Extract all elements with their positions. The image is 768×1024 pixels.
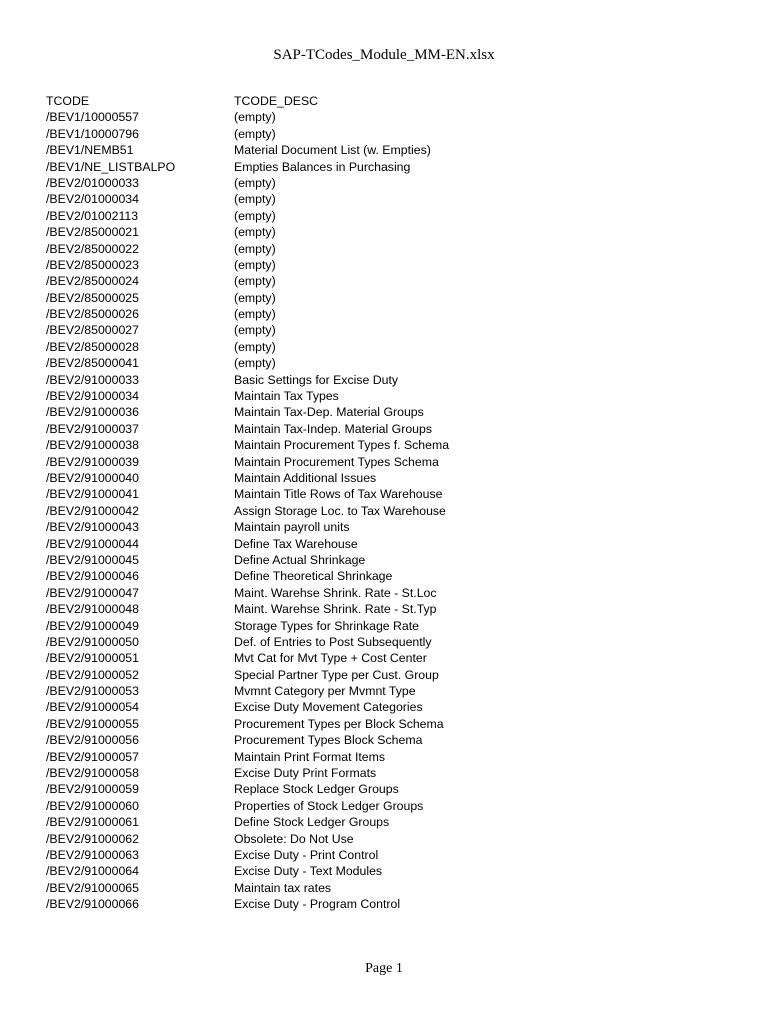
tcode-cell: /BEV1/10000557 (46, 110, 139, 125)
table-row (46, 781, 594, 797)
table-row (46, 847, 594, 863)
table-row (46, 814, 594, 830)
table-row (46, 486, 594, 502)
tcode-desc-cell: Excise Duty Print Formats (234, 766, 377, 781)
tcode-cell: /BEV2/91000047 (46, 585, 139, 600)
tcode-desc-cell: Maintain Print Format Items (234, 749, 386, 764)
tcode-cell: /BEV2/01000033 (46, 175, 139, 190)
table-row (46, 732, 594, 748)
tcode-cell: /BEV2/85000041 (46, 356, 139, 371)
table-row (46, 896, 594, 912)
tcode-desc-cell: (empty) (234, 126, 276, 141)
table-row (46, 683, 594, 699)
tcode-cell: /BEV2/91000052 (46, 667, 139, 682)
tcode-desc-cell: (empty) (234, 339, 276, 354)
tcode-desc-cell: (empty) (234, 225, 276, 240)
tcode-cell: /BEV2/85000022 (46, 241, 139, 256)
table-row (46, 126, 594, 142)
table-row (46, 552, 594, 568)
tcode-desc-cell: Excise Duty Movement Categories (234, 700, 423, 715)
tcode-cell: /BEV1/10000796 (46, 126, 139, 141)
column-header-tcode: TCODE (46, 94, 90, 108)
tcode-desc-cell: Material Document List (w. Empties) (234, 143, 431, 158)
tcode-desc-cell: (empty) (234, 274, 276, 289)
tcode-desc-cell: Assign Storage Loc. to Tax Warehouse (234, 503, 446, 518)
tcode-cell: /BEV2/91000039 (46, 454, 139, 469)
tcode-cell: /BEV2/91000054 (46, 700, 139, 715)
tcode-desc-cell: (empty) (234, 192, 276, 207)
tcode-desc-cell: Empties Balances in Purchasing (234, 159, 411, 174)
tcode-desc-cell: (empty) (234, 290, 276, 305)
table-row (46, 454, 594, 470)
table-row (46, 650, 594, 666)
tcode-desc-cell: Define Actual Shrinkage (234, 552, 366, 567)
table-row (46, 716, 594, 732)
tcode-cell: /BEV2/91000051 (46, 651, 139, 666)
tcode-cell: /BEV2/91000046 (46, 569, 139, 584)
tcode-cell: /BEV1/NEMB51 (46, 143, 134, 158)
tcode-cell: /BEV2/91000033 (46, 372, 139, 387)
tcode-desc-cell: Maint. Warehse Shrink. Rate - St.Typ (234, 602, 437, 617)
table-row (46, 257, 594, 273)
tcode-desc-cell: Maintain Tax-Dep. Material Groups (234, 405, 424, 420)
tcode-cell: /BEV2/91000065 (46, 880, 139, 895)
tcode-cell: /BEV2/91000044 (46, 536, 139, 551)
table-row (46, 585, 594, 601)
tcode-desc-cell: Maintain Procurement Types f. Schema (234, 438, 450, 453)
tcode-cell: /BEV2/01000034 (46, 192, 139, 207)
tcode-cell: /BEV2/91000064 (46, 864, 139, 879)
table-row (46, 159, 594, 175)
tcode-cell: /BEV2/91000056 (46, 733, 139, 748)
tcode-cell: /BEV2/85000026 (46, 307, 139, 322)
tcode-table (46, 93, 594, 913)
tcode-cell: /BEV2/91000045 (46, 552, 139, 567)
tcode-desc-cell: Maintain Procurement Types Schema (234, 454, 439, 469)
tcode-desc-cell: Excise Duty - Program Control (234, 897, 401, 912)
tcode-cell: /BEV2/91000063 (46, 847, 139, 862)
tcode-cell: /BEV2/85000021 (46, 225, 139, 240)
tcode-desc-cell: Mvmnt Category per Mvmnt Type (234, 684, 416, 699)
table-row (46, 568, 594, 584)
tcode-cell: /BEV1/NE_LISTBALPO (46, 159, 176, 174)
tcode-desc-cell: Replace Stock Ledger Groups (234, 782, 399, 797)
table-row (46, 863, 594, 879)
tcode-cell: /BEV2/91000034 (46, 389, 139, 404)
table-row (46, 749, 594, 765)
tcode-desc-cell: Define Stock Ledger Groups (234, 815, 390, 830)
tcode-cell: /BEV2/91000048 (46, 602, 139, 617)
tcode-desc-cell: Maintain tax rates (234, 880, 332, 895)
table-row (46, 290, 594, 306)
tcode-desc-cell: (empty) (234, 307, 276, 322)
table-row (46, 388, 594, 404)
tcode-desc-cell: Storage Types for Shrinkage Rate (234, 618, 420, 633)
tcode-desc-cell: Define Tax Warehouse (234, 536, 358, 551)
tcode-cell: /BEV2/91000053 (46, 684, 139, 699)
tcode-desc-cell: Maintain payroll units (234, 520, 350, 535)
tcode-cell: /BEV2/91000057 (46, 749, 139, 764)
table-row (46, 437, 594, 453)
document-title: SAP-TCodes_Module_MM-EN.xlsx (273, 47, 495, 63)
table-row (46, 470, 594, 486)
page-number: Page 1 (365, 961, 403, 976)
tcode-cell: /BEV2/91000059 (46, 782, 139, 797)
table-row (46, 372, 594, 388)
tcode-cell: /BEV2/91000037 (46, 421, 139, 436)
table-row (46, 421, 594, 437)
tcode-cell: /BEV2/01002113 (46, 208, 139, 223)
tcode-desc-cell: Mvt Cat for Mvt Type + Cost Center (234, 651, 427, 666)
tcode-desc-cell: Basic Settings for Excise Duty (234, 372, 399, 387)
tcode-desc-cell: (empty) (234, 356, 276, 371)
tcode-cell: /BEV2/85000027 (46, 323, 139, 338)
tcode-desc-cell: Excise Duty - Text Modules (234, 864, 383, 879)
tcode-desc-cell: Maintain Tax Types (234, 389, 339, 404)
table-row (46, 503, 594, 519)
table-row (46, 880, 594, 896)
tcode-cell: /BEV2/91000062 (46, 831, 139, 846)
table-row (46, 831, 594, 847)
table-row (46, 667, 594, 683)
tcode-desc-cell: Procurement Types Block Schema (234, 733, 423, 748)
tcode-desc-cell: (empty) (234, 241, 276, 256)
tcode-desc-cell: Maint. Warehse Shrink. Rate - St.Loc (234, 585, 437, 600)
table-header-row (46, 93, 594, 109)
tcode-desc-cell: (empty) (234, 110, 276, 125)
tcode-cell: /BEV2/91000055 (46, 716, 139, 731)
table-row (46, 618, 594, 634)
table-row (46, 224, 594, 240)
table-row (46, 355, 594, 371)
tcode-cell: /BEV2/91000060 (46, 798, 139, 813)
tcode-desc-cell: Excise Duty - Print Control (234, 847, 379, 862)
tcode-desc-cell: Define Theoretical Shrinkage (234, 569, 393, 584)
table-row (46, 142, 594, 158)
table-row (46, 191, 594, 207)
tcode-desc-cell: (empty) (234, 323, 276, 338)
table-row (46, 306, 594, 322)
table-row (46, 404, 594, 420)
tcode-desc-cell: Maintain Tax-Indep. Material Groups (234, 421, 432, 436)
tcode-desc-cell: Def. of Entries to Post Subsequently (234, 634, 432, 649)
tcode-desc-cell: Procurement Types per Block Schema (234, 716, 444, 731)
table-row (46, 519, 594, 535)
tcode-desc-cell: Properties of Stock Ledger Groups (234, 798, 424, 813)
table-row (46, 339, 594, 355)
tcode-cell: /BEV2/91000043 (46, 520, 139, 535)
table-row (46, 765, 594, 781)
table-row (46, 699, 594, 715)
tcode-desc-cell: Obsolete: Do Not Use (234, 831, 354, 846)
tcode-desc-cell: (empty) (234, 175, 276, 190)
tcode-cell: /BEV2/91000049 (46, 618, 139, 633)
tcode-cell: /BEV2/91000061 (46, 815, 139, 830)
tcode-desc-cell: Maintain Additional Issues (234, 470, 377, 485)
table-row (46, 208, 594, 224)
table-row (46, 109, 594, 125)
table-row (46, 322, 594, 338)
tcode-desc-cell: (empty) (234, 208, 276, 223)
table-row (46, 601, 594, 617)
tcode-cell: /BEV2/91000036 (46, 405, 139, 420)
tcode-cell: /BEV2/91000050 (46, 634, 139, 649)
table-row (46, 798, 594, 814)
tcode-desc-cell: (empty) (234, 257, 276, 272)
table-row (46, 241, 594, 257)
tcode-cell: /BEV2/85000024 (46, 274, 139, 289)
tcode-cell: /BEV2/91000041 (46, 487, 139, 502)
tcode-cell: /BEV2/85000028 (46, 339, 139, 354)
tcode-cell: /BEV2/91000042 (46, 503, 139, 518)
tcode-cell: /BEV2/91000058 (46, 766, 139, 781)
table-row (46, 273, 594, 289)
tcode-cell: /BEV2/85000025 (46, 290, 139, 305)
table-row (46, 175, 594, 191)
tcode-desc-cell: Special Partner Type per Cust. Group (234, 667, 439, 682)
tcode-cell: /BEV2/91000040 (46, 470, 139, 485)
tcode-cell: /BEV2/91000066 (46, 897, 139, 912)
tcode-desc-cell: Maintain Title Rows of Tax Warehouse (234, 487, 443, 502)
tcode-cell: /BEV2/91000038 (46, 438, 139, 453)
tcode-cell: /BEV2/85000023 (46, 257, 139, 272)
column-header-tcode-desc: TCODE_DESC (234, 94, 319, 108)
table-row (46, 634, 594, 650)
table-row (46, 536, 594, 552)
